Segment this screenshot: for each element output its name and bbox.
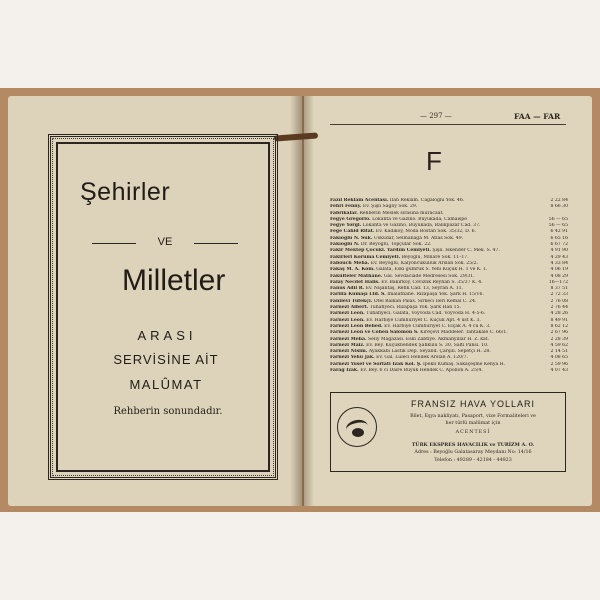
entry-phone: 56 — 65 xyxy=(548,216,568,222)
entry-text: İpekli Kumaş. Sakaçeşme Kenya H. xyxy=(422,361,506,367)
page-number: — 297 — xyxy=(420,112,452,120)
entry-name: Fazıl Reklâm Acentası. xyxy=(330,198,389,203)
entry-text: Ev. Beyoğlu, Kalyoncukulluk Arslan Sok. 25/2. xyxy=(370,260,479,266)
entry-text: Otel Balkan Palas. Sirkeci İleri Kemal C. 24. xyxy=(373,298,477,304)
entry-name: Fakirleri Koruma Cemiyeti. xyxy=(330,254,401,260)
entry-text: Galata, Eski gümrük S. Yeni Küçük H. 1 ve K. 1. xyxy=(376,267,488,273)
entry-phone: 4 59 62 xyxy=(550,342,568,348)
entry-name: Farnezi Nisim. xyxy=(330,349,368,355)
entry-phone: 16—172 xyxy=(548,279,568,285)
header-range: FAA — FAR xyxy=(514,112,561,121)
book-gutter xyxy=(290,96,314,506)
entry-name: Fakıoğlu N. xyxy=(330,242,360,248)
entry-text: Rehberin Meslek sırasına müracaat. xyxy=(359,210,444,216)
entry-text: Gal. Sevdaciade Medresesi Sok. 29/31. xyxy=(383,273,475,279)
entry-text: Tuhafiyeci. Galata, Voyvoda Cad. Voyvoda H. 4-5-6. xyxy=(366,311,486,317)
entry-phone: 4 33 84 xyxy=(550,260,568,266)
entry-phone: 4 06 19 xyxy=(550,267,568,273)
entry-phone: 2 67 96 xyxy=(550,330,568,336)
entry-text: Üsküdar, Selmanağa M. Atlas Sok. 49. xyxy=(373,235,464,241)
entry-phone: 4 29 43 xyxy=(550,254,568,260)
entry-phone: 2 14 51 xyxy=(550,349,568,355)
entry-text: Ev. Harbiye Cumhuriyet C. Elçak A. 4 cü K. 3. xyxy=(384,323,491,329)
entry-text: Ev. Harbiye Cumhuriyet C. Küçük Apt. 4 üst K. 3. xyxy=(366,317,481,323)
entry-text: Beyoğlu, Minare Sok. 11–17. xyxy=(401,254,469,260)
divider-line-left xyxy=(92,243,136,244)
text-rehberin-sonundadir: Rehberin sonundadır. xyxy=(113,406,223,417)
entry-text: İmalâthane. Rızapaşa Yok. Şark H. 15/16. xyxy=(387,292,484,298)
entry-text: Ev. Bakırköy, Cevizlik Reyhan S. 35/37 K. 4. xyxy=(381,279,483,285)
entry-name: Fabrikalar. xyxy=(330,210,358,216)
entry-phone: 4 91 90 xyxy=(550,248,568,254)
entry-name: Fakıoğlu N. Suk. xyxy=(330,235,373,241)
entry-name: Farnezi Yusef ve Sorfati İzak Kol. Ş. xyxy=(330,361,422,367)
entry-phone: 4 28 26 xyxy=(550,311,568,317)
entry-name: Fanilevi Tüfekçi. xyxy=(330,298,373,304)
directory-entries xyxy=(330,198,568,374)
entry-name: Fegye Yorgi. xyxy=(330,223,362,229)
entry-name: Farnezi Leon ve Cohen Salomon S. xyxy=(330,330,419,336)
entry-text: Kireçevl Maddeler. Tahtakale C. 66/1. xyxy=(420,330,508,336)
title-sehirler: Şehirler xyxy=(80,178,171,206)
airline-logo-icon xyxy=(337,407,377,447)
entry-name: Fabouch Meha. xyxy=(330,260,370,266)
entry-phone: 2 76 44 xyxy=(550,305,568,311)
ad-line-6: Telefon : 49289 - 42184 - 44923 xyxy=(434,458,512,463)
directory-entry xyxy=(330,368,568,374)
entry-name: Farnezi Yehu Jak. xyxy=(330,355,375,361)
title-milletler: Milletler xyxy=(122,264,226,297)
entry-phone: 6 42 91 xyxy=(550,229,568,235)
entry-phone: 8 37 51 xyxy=(550,286,568,292)
entry-phone: 8 62 12 xyxy=(550,323,568,329)
entry-text: Dr. Beyoğlu, Topçular Sok. 22. xyxy=(360,242,432,248)
ad-line-4: TÜRK EKSPRES HAVACILIK ve TURİZM A. O. xyxy=(411,442,535,448)
entry-name: Farnezi Leon. xyxy=(330,317,365,323)
body-shape xyxy=(352,428,364,437)
ad-line-5: Adres : Beyoğlu Galatasaray Meydanı No: 14/16 xyxy=(414,450,532,455)
entry-text: Seliy Mağazası. Eski Zabtiye. Akmanyıllar H. Z. kat. xyxy=(368,336,490,342)
entry-name: Fegye Gregorio. xyxy=(330,216,371,222)
entry-text: Ev. Bey. 6 cı Daire Büyük Hendek C. Apollon A. 25/4. xyxy=(360,368,483,374)
entry-phone: 2 59 96 xyxy=(550,361,568,367)
entry-phone: 8 66 30 xyxy=(550,204,568,210)
entry-name: Falay Necdet Halis. xyxy=(330,279,380,285)
entry-text: Ev. Şişli Sağlıy Sok. 29. xyxy=(362,204,418,210)
entry-phone: 4 08 29 xyxy=(550,273,568,279)
entry-text: Lokanta ve Gazino. Büyükada, Balıkpazar Cad. 37. xyxy=(362,223,481,229)
entry-name: Farnezi Maiz. xyxy=(330,342,365,348)
entry-name: Farnezi Leon. xyxy=(330,311,365,317)
entry-name: Fakülteler Mathane. xyxy=(330,273,383,279)
entry-name: Farag İzak. xyxy=(330,368,359,374)
entry-text: Tuhafiyeci. Rızapaşa Yok. Şark Han 15. xyxy=(369,305,461,311)
entry-phone: 2 76 08 xyxy=(550,298,568,304)
entry-phone: 4 08 65 xyxy=(550,355,568,361)
text-servisine-ait: SERVİSİNE AİT xyxy=(113,352,219,367)
entry-phone: 6 65 16 xyxy=(550,235,568,241)
ad-line-3: ACENTESİ xyxy=(455,430,491,435)
header-rule xyxy=(330,124,566,125)
entry-name: Farnezi Albert. xyxy=(330,305,369,311)
entry-name: Fakir Mektep Çocukl. Yardım Cemiyeti. xyxy=(330,248,431,254)
airline-advertisement xyxy=(330,392,566,472)
entry-phone: 2 22 84 xyxy=(550,198,568,203)
entry-text: Ev. Gal. Lüleci Hendek Arslan A. 120/7. xyxy=(376,355,468,361)
entry-phone: 56 — 65 xyxy=(548,223,568,229)
entry-phone: 2 28 39 xyxy=(550,336,568,342)
entry-phone: 8 49 91 xyxy=(550,317,568,323)
ad-title: FRANSIZ HAVA YOLLARI xyxy=(410,399,536,409)
entry-phone: 4 07 43 xyxy=(550,368,568,374)
entry-text: Ayakkabı Lâstik Dep. Seyand. Çarşılı. Sepetçi H. 28. xyxy=(368,349,491,355)
entry-text: Şişli. İskender C. Mek. S. 47. xyxy=(432,248,500,254)
entry-text: Ev. Nişantaş, Refik Cad. 13, Seyran A. 11. xyxy=(365,286,464,292)
entry-text: İlân Reklâm. Cağaloğlu Yok. 46. xyxy=(389,198,465,203)
entry-phone: 6 67 72 xyxy=(550,242,568,248)
entry-text: Ev. Kadıköy, Moda Bostan Sok. 35/32, D. 6. xyxy=(375,229,476,235)
ad-line-2: her türlü malûmat için xyxy=(445,421,501,426)
divider-line-right xyxy=(194,243,238,244)
entry-text: Ev. Bey. Küçükbendek Şahkulu S. 30, Salti Pansi. 10. xyxy=(366,342,489,348)
text-arasi: ARASI xyxy=(137,328,197,343)
text-malumat: MALÛMAT xyxy=(129,377,203,392)
entry-text: Lokanta ve Gazino. Büyükada, Camaispe xyxy=(372,216,467,222)
entry-name: Feğe Cahid Rifat. xyxy=(330,229,375,235)
ad-line-1: Bilet, Eşya nakliyatı, Pasaport, vize Formaliteleri ve xyxy=(410,414,536,419)
entry-phone: 2 72 33 xyxy=(550,292,568,298)
section-letter: F xyxy=(426,146,442,176)
entry-name: Farilla Kumaşı Ltd. S. xyxy=(330,292,386,298)
entry-name: Farnezi Leon Behed. xyxy=(330,323,383,329)
entry-name: Farnezi Meha. xyxy=(330,336,367,342)
entry-name: Fanus Adil R. xyxy=(330,286,365,292)
ve-divider xyxy=(92,236,238,250)
entry-name: Fehri Fenny. xyxy=(330,204,362,210)
entry-name: Fakaş M. A. Kom. xyxy=(330,267,375,273)
ve-text: VE xyxy=(157,236,173,248)
